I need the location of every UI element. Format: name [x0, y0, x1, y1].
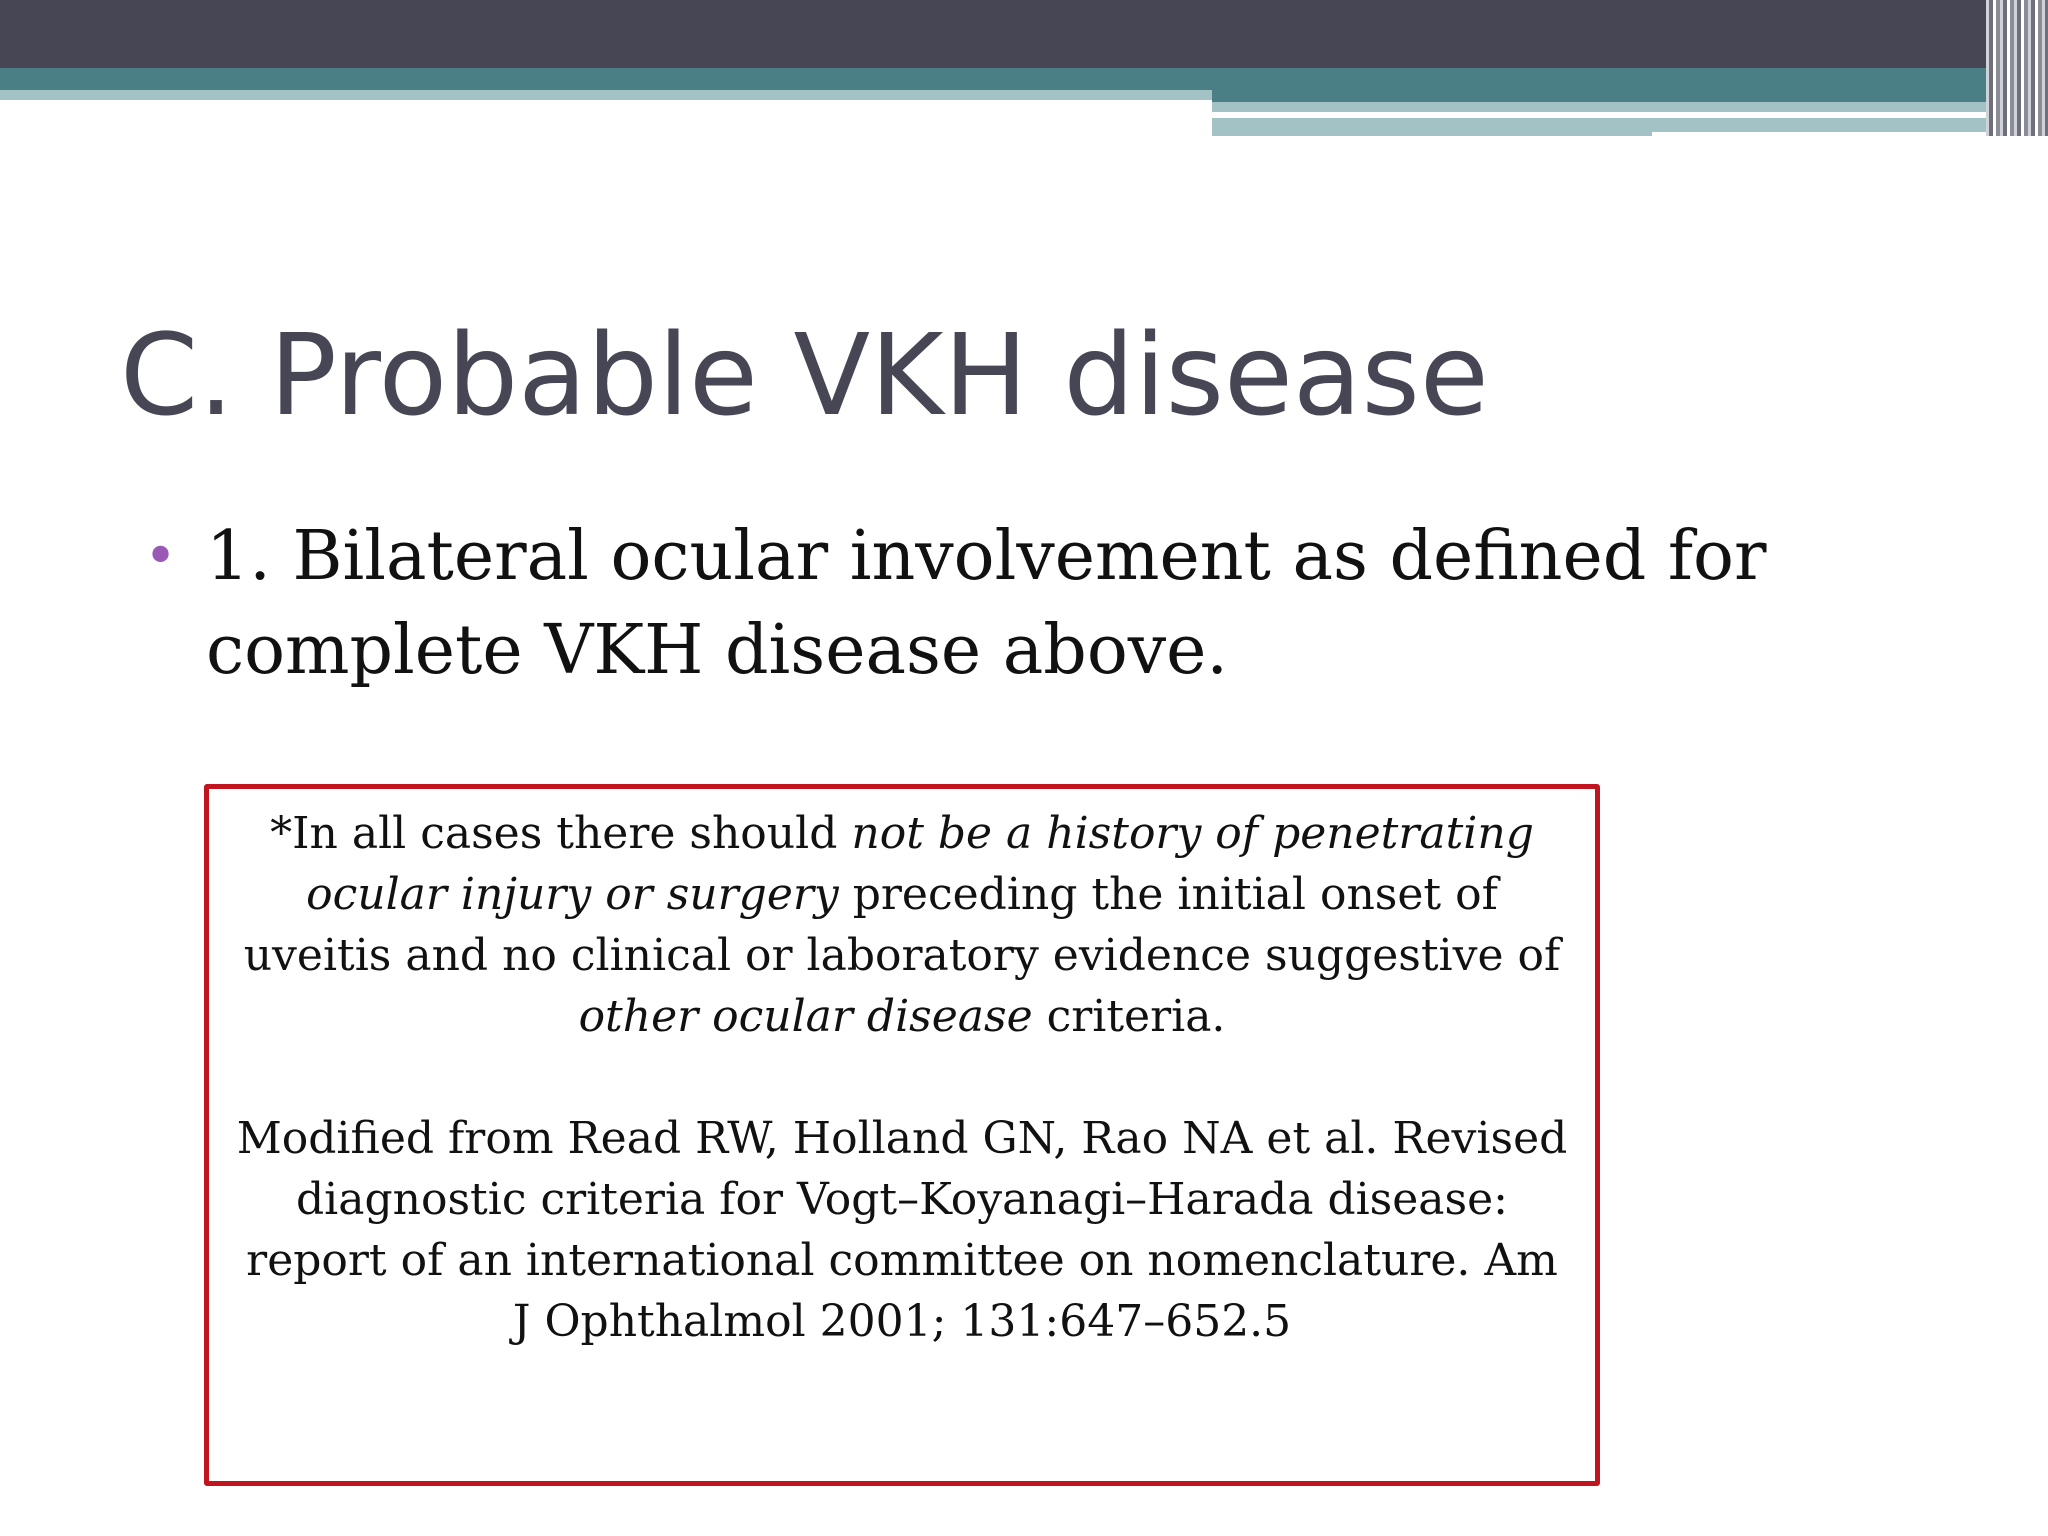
header-light-band-lower-right — [1652, 118, 1992, 132]
slide-title: C. Probable VKH disease — [120, 311, 1489, 441]
note-text-part5: criteria. — [1032, 991, 1226, 1042]
note-citation: Modified from Read RW, Holland GN, Rao NA et al. Revised diagnostic criteria for Vogt–Koyanagi–Harada disease: report of an international committee on nomenclature. Am J Ophthalmol 2001; 131:647–652.5 — [236, 1113, 1568, 1347]
header-light-band-lower — [1212, 118, 1652, 136]
note-text-part3: preceding the initial onset of uveitis and no clinical or laboratory evidence suggestive of — [243, 869, 1561, 981]
header-light-band-left — [0, 90, 1212, 100]
bullet-dot-icon: • — [144, 524, 178, 589]
note-box — [204, 784, 1600, 1486]
header-dark-bar — [0, 0, 2048, 68]
header-light-band-right — [1212, 102, 2048, 112]
bullet-item — [144, 510, 1844, 698]
note-text-italic-1: not be a history of penetrating ocular injury or surgery — [306, 808, 1534, 920]
note-spacer — [209, 1047, 1595, 1108]
note-text-italic-2: other ocular disease — [578, 991, 1033, 1042]
note-paragraph — [232, 803, 1572, 1047]
bullet-text: 1. Bilateral ocular involvement as defined for complete VKH disease above. — [206, 517, 1767, 690]
header-edge-stripes — [1986, 0, 2048, 136]
header-teal-extension — [1212, 90, 2048, 102]
header-teal-band — [0, 68, 2048, 90]
note-text-part1: *In all cases there should — [270, 808, 852, 859]
